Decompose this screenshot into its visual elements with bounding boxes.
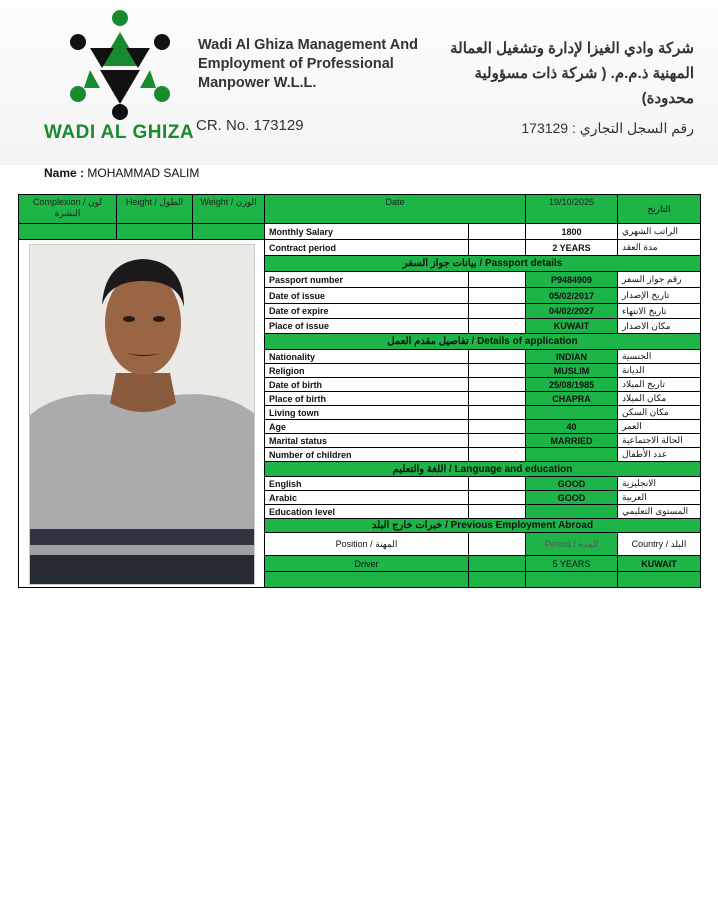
date-value: 19/10/2025 [526,195,618,224]
passport-value-1: 05/02/2017 [526,288,618,304]
application-spacer-7 [469,448,526,462]
contract-value-0: 1800 [526,224,618,240]
person-photo-icon [30,245,255,585]
application-spacer-5 [469,420,526,434]
language-label-2: Education level [265,505,469,519]
employment-empty-position [265,572,469,588]
application-label-5: Age [265,420,469,434]
passport-spacer-1 [469,288,526,304]
candidate-photo [29,244,255,585]
employment-col-period: Period / المدة [526,533,618,556]
passport-spacer-0 [469,272,526,288]
logo-wordmark: WADI AL GHIZA [44,122,195,143]
language-spacer-0 [469,477,526,491]
passport-value-3: KUWAIT [526,319,618,334]
contract-label-0: Monthly Salary [265,224,469,240]
application-arabic-4: مكان السكن [618,406,701,420]
employment-period-0: 5 YEARS [526,556,618,572]
application-value-2: 25/08/1985 [526,378,618,392]
candidate-name: MOHAMMAD SALIM [87,166,200,180]
employment-position-0: Driver [265,556,469,572]
application-arabic-7: عدد الأطفال [618,448,701,462]
application-arabic-6: الحالة الاجتماعية [618,434,701,448]
passport-section-title: بيانات جواز السفر / Passport details [265,256,701,272]
contract-label-1: Contract period [265,240,469,256]
application-value-4 [526,406,618,420]
application-label-4: Living town [265,406,469,420]
passport-spacer-3 [469,319,526,334]
employment-col-spacer [469,533,526,556]
application-value-1: MUSLIM [526,364,618,378]
employment-country-0: KUWAIT [618,556,701,572]
passport-label-2: Date of expire [265,304,469,319]
application-section-title: تفاصيل مقدم العمل / Details of application [265,334,701,350]
application-spacer-1 [469,364,526,378]
application-spacer-6 [469,434,526,448]
application-arabic-3: مكان الميلاد [618,392,701,406]
cr-number-arabic: رقم السجل التجاري : 173129 [521,120,694,136]
language-arabic-0: الانجليزية [618,477,701,491]
application-arabic-1: الديانة [618,364,701,378]
application-value-6: MARRIED [526,434,618,448]
passport-arabic-1: تاريخ الإصدار [618,288,701,304]
company-name-english: Wadi Al Ghiza Management And Employment of Professional Manpower W.L.L. [198,37,418,91]
passport-label-0: Passport number [265,272,469,288]
contract-value-1: 2 YEARS [526,240,618,256]
contract-arabic-0: الراتب الشهري [618,224,701,240]
passport-arabic-2: تاريخ الانتهاء [618,304,701,319]
language-value-0: GOOD [526,477,618,491]
employment-empty-country [618,572,701,588]
application-value-0: INDIAN [526,350,618,364]
employment-col-country: Country / البلد [618,533,701,556]
application-label-2: Date of birth [265,378,469,392]
application-arabic-2: تاريخ الميلاد [618,378,701,392]
application-spacer-4 [469,406,526,420]
language-arabic-2: المستوى التعليمي [618,505,701,519]
application-label-7: Number of children [265,448,469,462]
candidate-name-line [44,166,199,180]
language-arabic-1: العربية [618,491,701,505]
weight-value [193,224,265,240]
contract-arabic-1: مدة العقد [618,240,701,256]
application-label-0: Nationality [265,350,469,364]
passport-value-0: P9484909 [526,272,618,288]
application-spacer-3 [469,392,526,406]
passport-arabic-3: مكان الاصدار [618,319,701,334]
cr-number-english: CR. No. 173129 [196,117,304,134]
application-value-7 [526,448,618,462]
employment-spacer-0 [469,556,526,572]
passport-spacer-2 [469,304,526,319]
company-name-arabic: شركة وادي الغيزا لإدارة وتشغيل العمالة المهنية ذ.م.م. ( شركة ذات مسؤولية محدودة) [450,40,694,107]
passport-value-2: 04/02/2027 [526,304,618,319]
application-arabic-0: الجنسية [618,350,701,364]
language-spacer-2 [469,505,526,519]
date-header: Date [265,195,526,224]
name-label: Name : [44,166,85,180]
weight-header: Weight / الوزن [193,195,265,224]
language-value-1: GOOD [526,491,618,505]
employment-col-position: Position / المهنة [265,533,469,556]
application-label-1: Religion [265,364,469,378]
contract-spacer-1 [469,240,526,256]
language-label-1: Arabic [265,491,469,505]
application-value-3: CHAPRA [526,392,618,406]
language-value-2 [526,505,618,519]
employment-empty-spacer [469,572,526,588]
complexion-header: Complexion / لون البشرة [19,195,117,224]
passport-label-3: Place of issue [265,319,469,334]
application-value-5: 40 [526,420,618,434]
employment-empty-period [526,572,618,588]
application-form [18,194,701,588]
letterhead [0,0,718,165]
passport-arabic-0: رقم جواز السفر [618,272,701,288]
height-header: Height / الطول [117,195,193,224]
application-arabic-5: العمر [618,420,701,434]
complexion-value [19,224,117,240]
passport-label-1: Date of issue [265,288,469,304]
height-value [117,224,193,240]
date-arabic: التاريخ [618,195,701,224]
application-spacer-2 [469,378,526,392]
application-label-3: Place of birth [265,392,469,406]
contract-spacer-0 [469,224,526,240]
language-spacer-1 [469,491,526,505]
application-label-6: Marital status [265,434,469,448]
application-spacer-0 [469,350,526,364]
language-section-title: اللغة والتعليم / Language and education [265,462,701,477]
language-label-0: English [265,477,469,491]
employment-section-title: خبرات خارج البلد / Previous Employment Abroad [265,519,701,533]
